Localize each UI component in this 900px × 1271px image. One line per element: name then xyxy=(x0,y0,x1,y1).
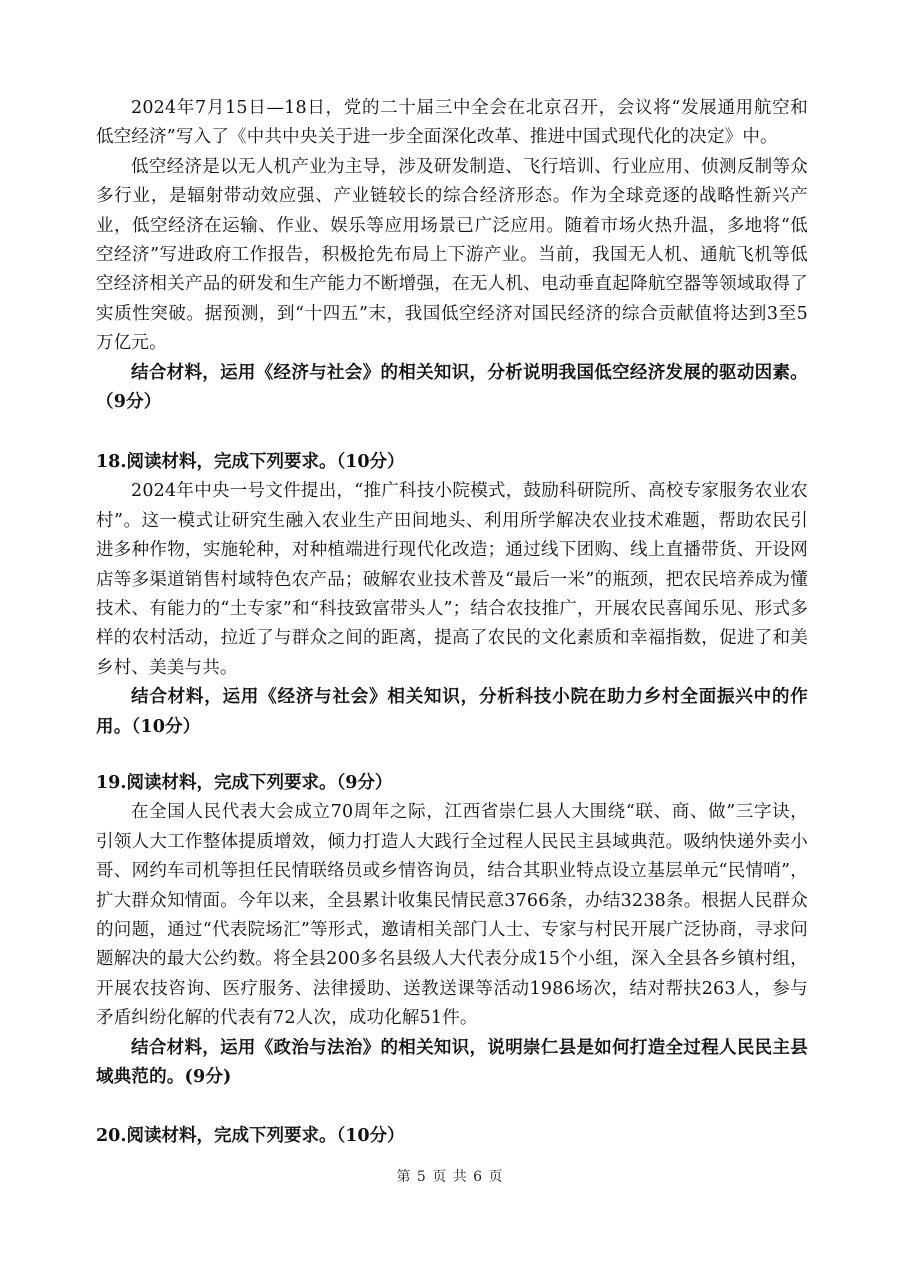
question-19-section xyxy=(96,769,808,1092)
q18-question: 结合材料，运用《经济与社会》相关知识，分析科技小院在助力乡村全面振兴中的作用。（10分） xyxy=(96,687,808,737)
q19-material-paragraph: 在全国人民代表大会成立70周年之际，江西省崇仁县人大围绕“联、商、做”三字诀，引领人大工作整体提质增效，倾力打造人大践行全过程人民民主县域典范。吸纳快递外卖小哥、网约车司机等担任民情联络员或乡情咨询员，结合其职业特点设立基层单元“民情哨”，扩大群众知情面。今年以来，全县累计收集民情民意3766条，办结3238条。根据人民群众的问题，通过“代表院场汇”等形式，邀请相关部门人士、专家与村民开展广泛协商，寻求问题解决的最大公约数。将全县200多名县级人大代表分成15个小组，深入全县各乡镇村组，开展农技咨询、医疗服务、法律援助、送教送课等活动1986场次，结对帮扶263人，参与矛盾纠纷化解的代表有72人次，成功化解51件。 xyxy=(96,802,808,1029)
q18-material-paragraph: 2024年中央一号文件提出，“推广科技小院模式，鼓励科研院所、高校专家服务农业农村”。这一模式让研究生融入农业生产田间地头、利用所学解决农业技术难题，帮助农民引进多种作物，实施轮种，对种植端进行现代化改造；通过线下团购、线上直播带货、开设网店等多渠道销售村域特色农产品；破解农业技术普及“最后一米”的瓶颈，把农民培养成为懂技术、有能力的“土专家”和“科技致富带头人”；结合农技推广，开展农民喜闻乐见、形式多样的农村活动，拉近了与群众之间的距离，提高了农民的文化素质和幸福指数，促进了和美乡村、美美与共。 xyxy=(96,481,808,678)
question-18-section xyxy=(96,448,808,742)
q19-heading: 19.阅读材料，完成下列要求。（9分） xyxy=(96,773,393,793)
q17-material-paragraph-2: 低空经济是以无人机产业为主导，涉及研发制造、飞行培训、行业应用、侦测反制等众多行业，是辐射带动效应强、产业链较长的综合经济形态。作为全球竞逐的战略性新兴产业，低空经济在运输、作业、娱乐等应用场景已广泛应用。随着市场火热升温，多地将“低空经济”写进政府工作报告，积极抢先布局上下游产业。当前，我国无人机、通航飞机等低空经济相关产品的研发和生产能力不断增强，在无人机、电动垂直起降航空器等领域取得了实质性突破。据预测，到“十四五”末，我国低空经济对国民经济的综合贡献值将达到3至5万亿元。 xyxy=(96,156,808,354)
question-20-section xyxy=(96,1122,808,1151)
q19-question: 结合材料，运用《政治与法治》的相关知识，说明崇仁县是如何打造全过程人民民主县域典范的。(9分) xyxy=(96,1037,808,1088)
q17-material-paragraph-1: 2024年7月15日—18日，党的二十届三中全会在北京召开，会议将“发展通用航空和低空经济”写入了《中共中央关于进一步全面深化改革、推进中国式现代化的决定》中。 xyxy=(96,98,808,148)
q20-heading: 20.阅读材料，完成下列要求。（10分） xyxy=(96,1126,405,1146)
page-number-footer: 第 5 页 共 6 页 xyxy=(396,1169,504,1185)
question-17-section xyxy=(96,94,808,417)
q18-heading: 18.阅读材料，完成下列要求。（10分） xyxy=(96,452,405,472)
q17-question: 结合材料，运用《经济与社会》的相关知识，分析说明我国低空经济发展的驱动因素。（9分） xyxy=(96,362,808,413)
